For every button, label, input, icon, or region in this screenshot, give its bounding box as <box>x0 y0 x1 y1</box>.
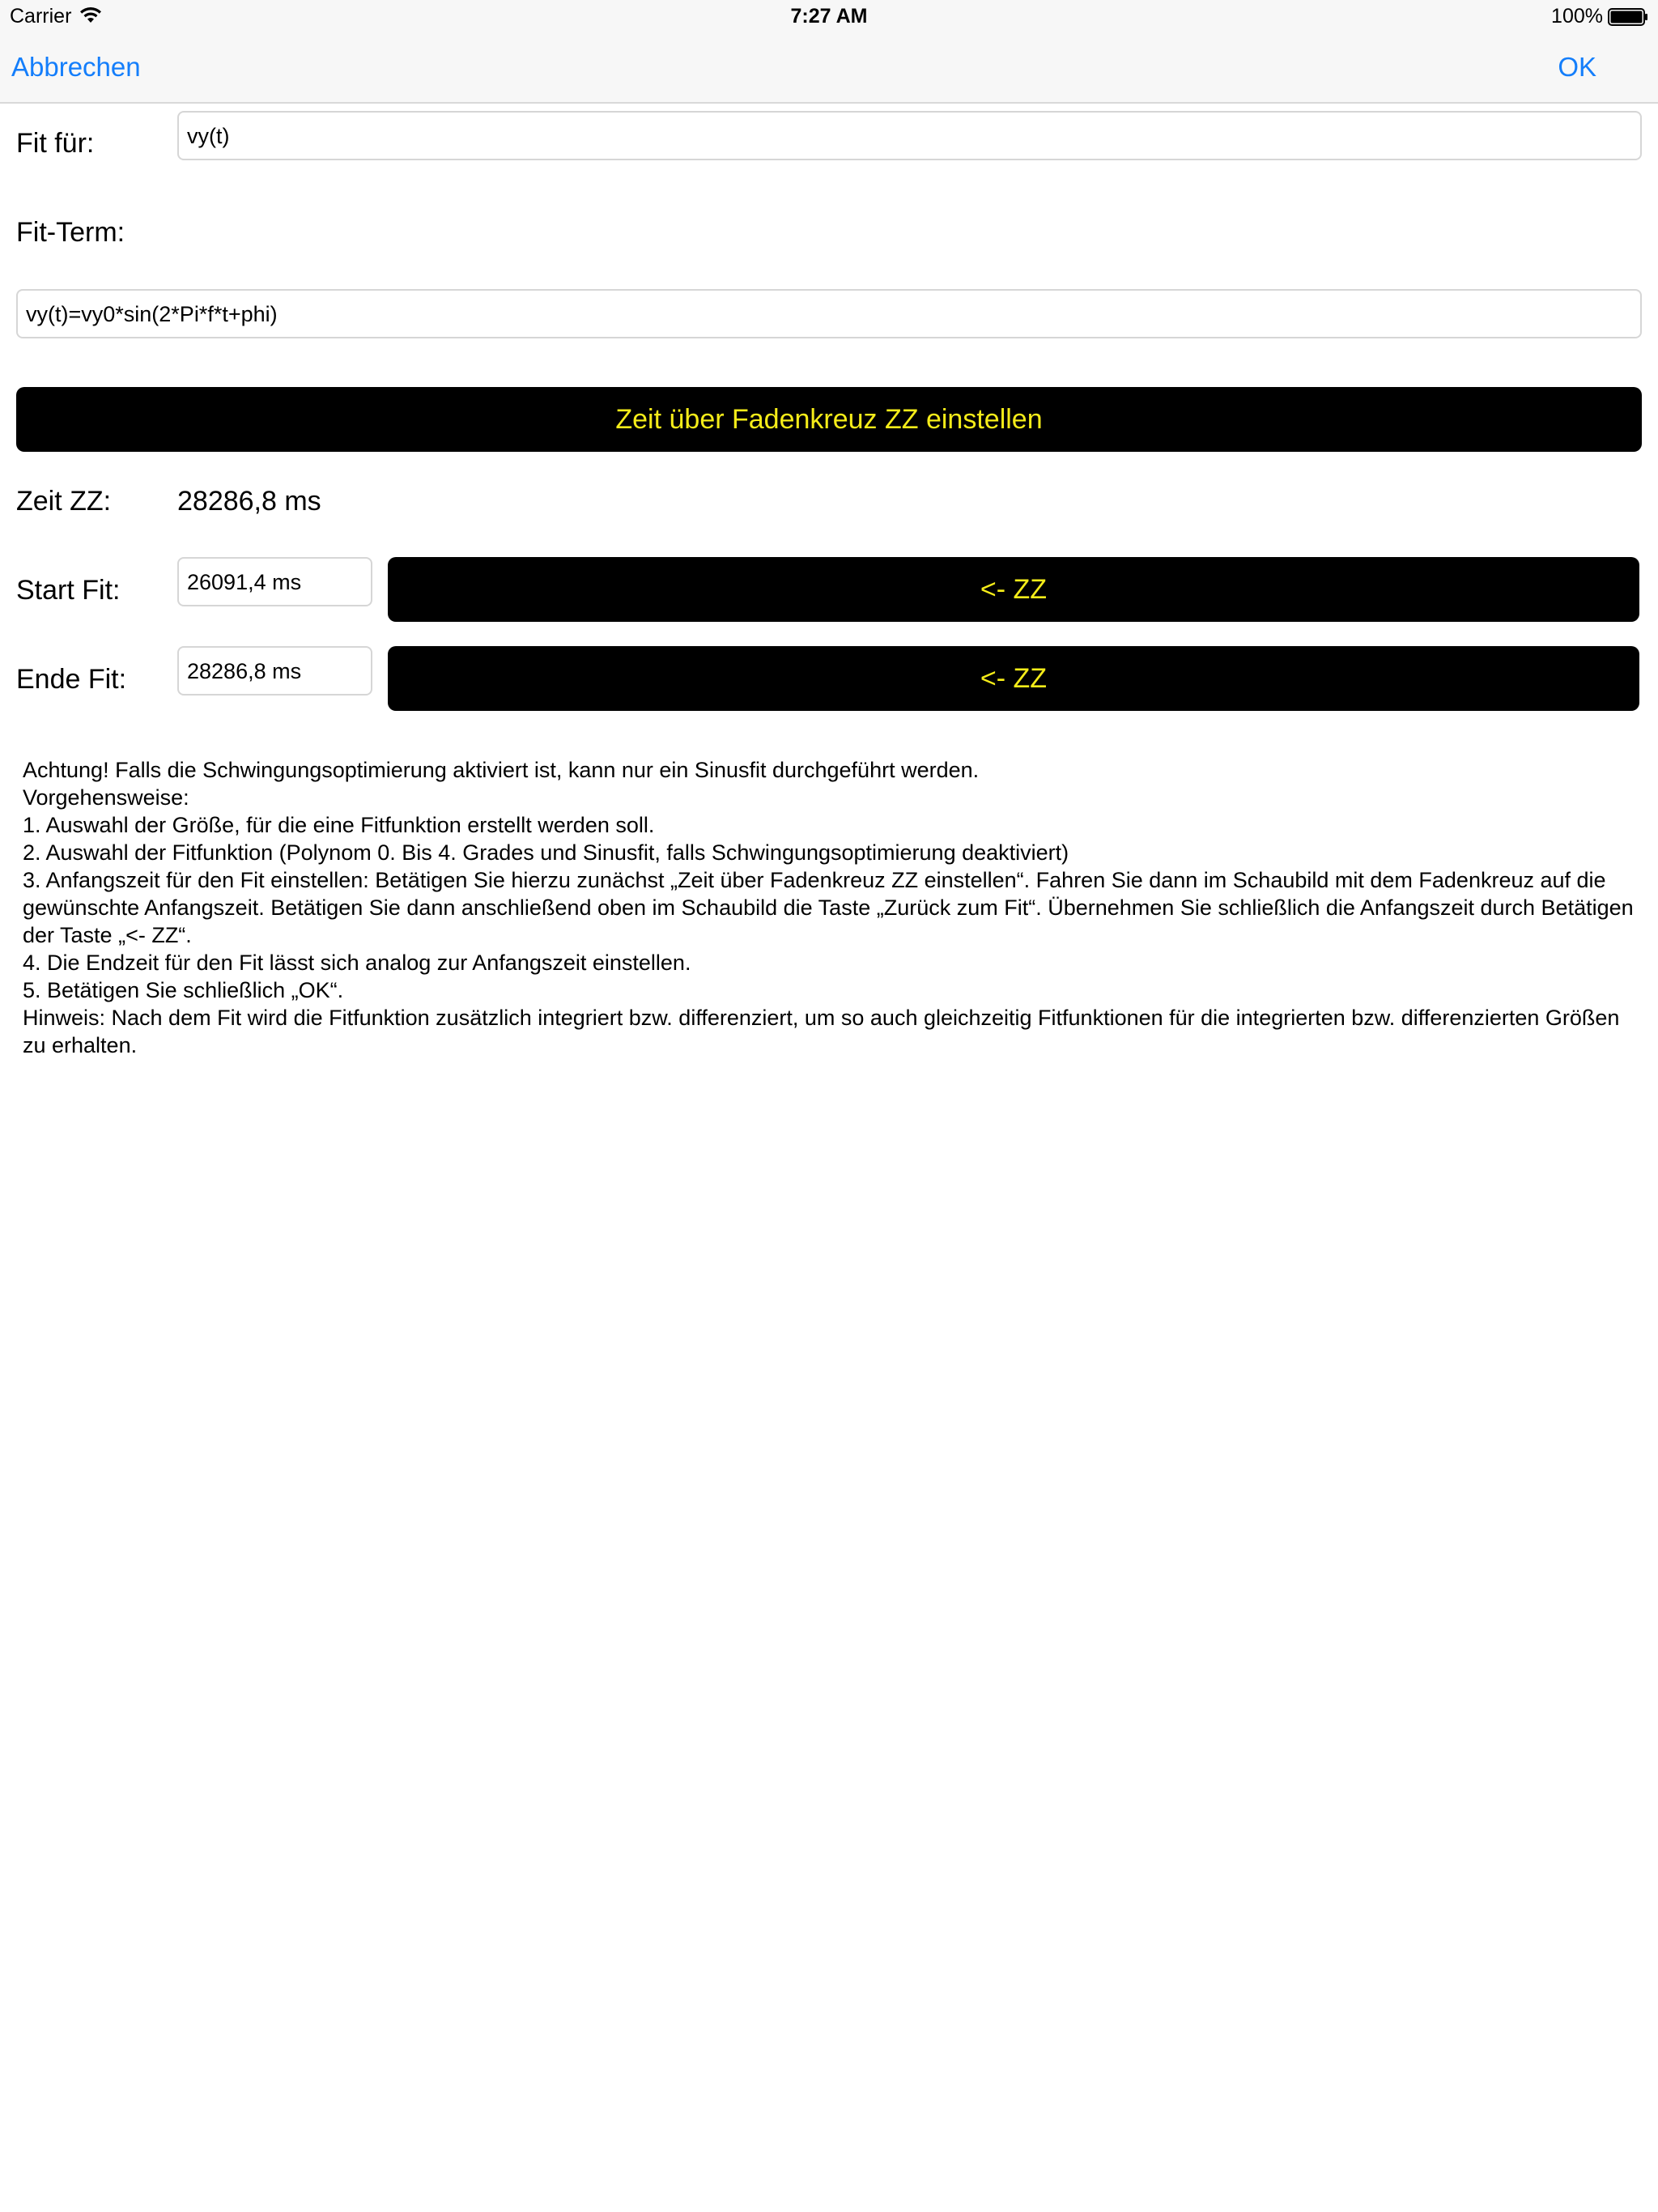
fit-term-field[interactable]: vy(t)=vy0*sin(2*Pi*f*t+phi) <box>16 289 1642 338</box>
instructions-text <box>23 756 1634 1059</box>
instruction-line: 4. Die Endzeit für den Fit lässt sich analog zur Anfangszeit einstellen. <box>23 951 691 975</box>
instruction-line: 5. Betätigen Sie schließlich „OK“. <box>23 978 344 1002</box>
start-fit-field[interactable]: 26091,4 ms <box>177 557 372 606</box>
instruction-line: 1. Auswahl der Größe, für die eine Fitfunktion erstellt werden soll. <box>23 813 655 837</box>
battery-icon <box>1608 8 1648 26</box>
instruction-line: Hinweis: Nach dem Fit wird die Fitfunktion zusätzlich integriert bzw. differenziert, um so auch gleichzeitig Fitfunktionen für die integrierten bzw. differenzierten Größen zu erhalten. <box>23 1006 1620 1057</box>
instruction-line: 3. Anfangszeit für den Fit einstellen: Betätigen Sie hierzu zunächst „Zeit über Fadenkreuz ZZ einstellen“. Fahren Sie dann im Schaubild mit dem Fadenkreuz auf die gewünschte Anfangszeit. Betätigen Sie dann anschließend oben im Schaubild die Taste „Zurück zum Fit“. Übernehmen Sie schließlich die Anfangszeit durch Betätigen der Taste „<- ZZ“. <box>23 868 1634 947</box>
fit-for-label: Fit für: <box>16 128 95 159</box>
time-zz-value: 28286,8 ms <box>177 486 321 517</box>
navigation-bar <box>0 32 1658 104</box>
start-fit-zz-button[interactable]: <- ZZ <box>388 557 1639 622</box>
carrier-label: Carrier <box>10 5 72 28</box>
time-zz-label: Zeit ZZ: <box>16 486 112 517</box>
set-time-crosshair-button[interactable]: Zeit über Fadenkreuz ZZ einstellen <box>16 387 1642 452</box>
status-bar <box>0 0 1658 32</box>
fit-for-field[interactable]: vy(t) <box>177 111 1642 160</box>
instruction-line: 2. Auswahl der Fitfunktion (Polynom 0. Bis 4. Grades und Sinusfit, falls Schwingungsoptimierung deaktiviert) <box>23 840 1069 865</box>
cancel-button[interactable]: Abbrechen <box>11 52 141 82</box>
fit-term-label: Fit-Term: <box>16 217 125 248</box>
start-fit-label: Start Fit: <box>16 575 121 606</box>
end-fit-field[interactable]: 28286,8 ms <box>177 646 372 696</box>
clock: 7:27 AM <box>790 5 868 28</box>
instruction-line: Vorgehensweise: <box>23 785 189 810</box>
battery-percentage: 100% <box>1551 5 1603 28</box>
end-fit-label: Ende Fit: <box>16 664 127 695</box>
ok-button[interactable]: OK <box>1558 52 1596 82</box>
instruction-line: Achtung! Falls die Schwingungsoptimierung aktiviert ist, kann nur ein Sinusfit durchgeführt werden. <box>23 758 980 782</box>
end-fit-zz-button[interactable]: <- ZZ <box>388 646 1639 711</box>
